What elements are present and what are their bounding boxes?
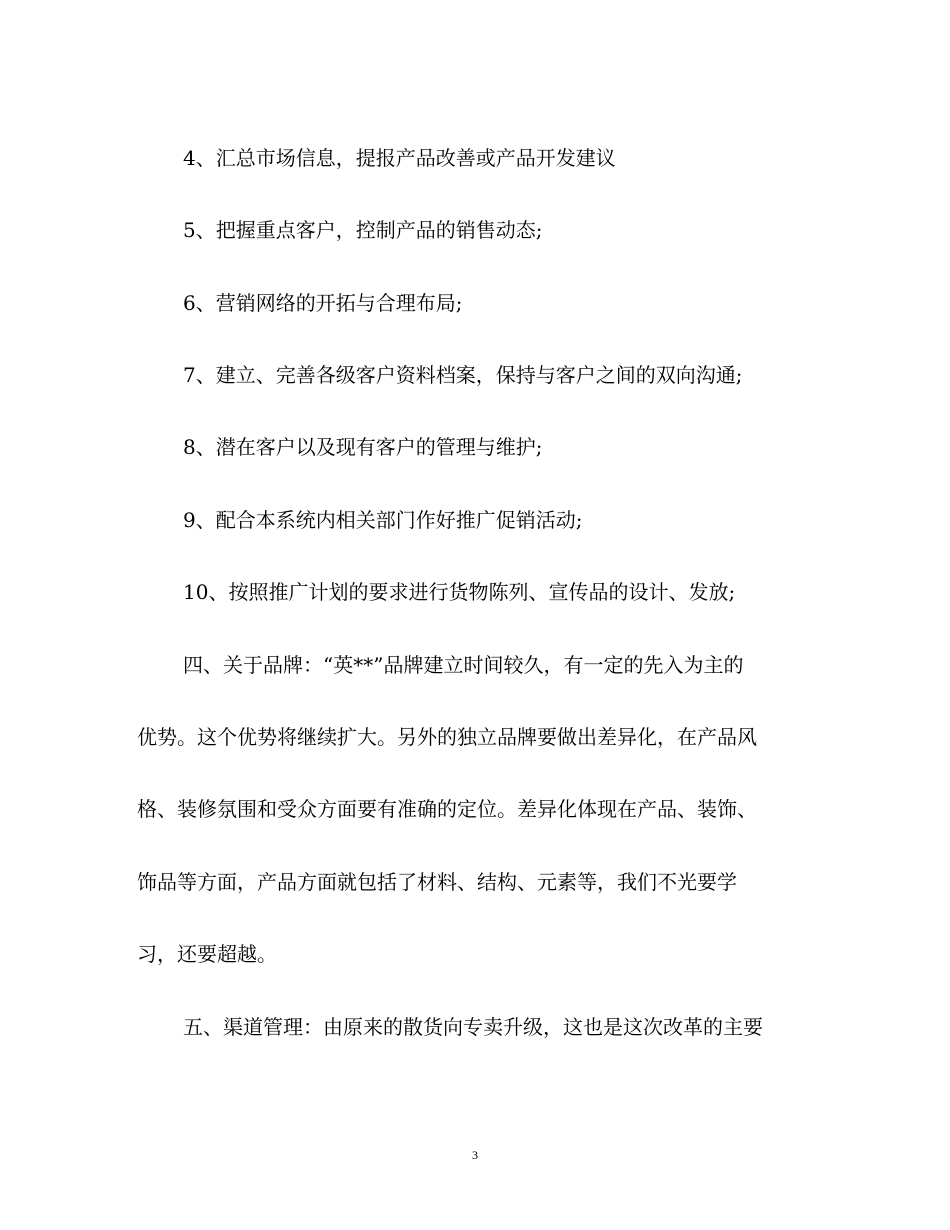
list-item-8: 8、潜在客户以及现有客户的管理与维护; <box>183 435 543 459</box>
brand-paragraph-line-5: 习，还要超越。 <box>137 942 277 966</box>
list-item-9: 9、配合本系统内相关部门作好推广促销活动; <box>183 508 583 532</box>
brand-paragraph-line-2: 优势。这个优势将继续扩大。另外的独立品牌要做出差异化，在产品风 <box>137 725 757 749</box>
list-item-4: 4、汇总市场信息，提报产品改善或产品开发建议 <box>183 146 616 170</box>
page-number: 3 <box>472 1148 478 1162</box>
brand-paragraph-line-4: 饰品等方面，产品方面就包括了材料、结构、元素等，我们不光要学 <box>137 870 737 894</box>
list-item-10: 10、按照推广计划的要求进行货物陈列、宣传品的设计、发放; <box>183 580 736 604</box>
brand-paragraph-line-3: 格、装修氛围和受众方面要有准确的定位。差异化体现在产品、装饰、 <box>137 797 757 821</box>
channel-paragraph-line-1: 五、渠道管理：由原来的散货向专卖升级，这也是这次改革的主要 <box>183 1015 763 1039</box>
list-item-7: 7、建立、完善各级客户资料档案，保持与客户之间的双向沟通; <box>183 363 743 387</box>
list-item-6: 6、营销网络的开拓与合理布局; <box>183 291 463 315</box>
list-item-5: 5、把握重点客户，控制产品的销售动态; <box>183 218 543 242</box>
brand-paragraph-line-1: 四、关于品牌：“英**”品牌建立时间较久，有一定的先入为主的 <box>183 653 744 677</box>
